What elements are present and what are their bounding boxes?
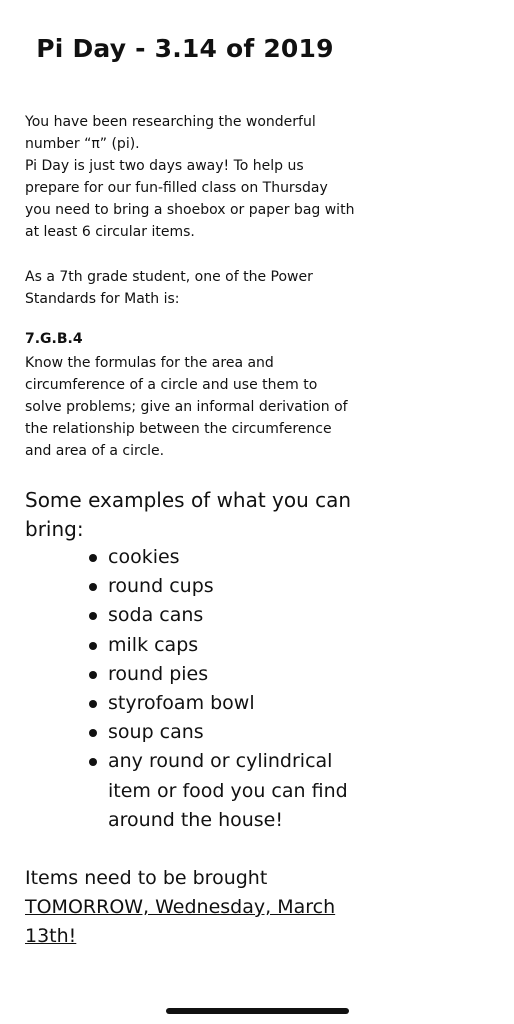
intro-paragraph	[25, 111, 355, 243]
standards-paragraph: As a 7th grade student, one of the Power Standards for Math is:	[25, 269, 313, 307]
list-item-label: round pies	[108, 662, 209, 685]
list-item	[86, 572, 366, 601]
list-item	[86, 718, 366, 747]
list-item	[86, 689, 366, 718]
list-item-label: styrofoam bowl	[108, 692, 255, 715]
list-item-label: cookies	[108, 546, 180, 568]
list-item	[86, 543, 366, 572]
intro-text: You have been researching the wonderful number “π” (pi). Pi Day is just two days away! To help us prepare for our fun-filled class on Thursday you need to bring a shoebox or paper bag with at least 6 circular items.	[25, 114, 355, 240]
bullet-icon	[89, 583, 97, 591]
standard-text: Know the formulas for the area and circumference of a circle and use them to solve problems; give an informal derivation of the relationship between the circumference and area of a circle.	[25, 355, 348, 459]
page-title: Pi Day - 3.14 of 2019	[36, 34, 334, 63]
list-item-label: any round or cylindrical item or food you can find around the house!	[108, 750, 348, 831]
bullet-icon	[89, 612, 97, 620]
due-date: TOMORROW, Wednesday, March 13th!	[25, 896, 336, 947]
bullet-icon	[89, 758, 97, 766]
bullet-icon	[89, 642, 97, 650]
bullet-icon	[89, 700, 97, 708]
bullet-icon	[89, 554, 97, 562]
list-item	[86, 747, 366, 835]
list-item	[86, 631, 366, 660]
standard-code: 7.G.B.4	[25, 331, 83, 347]
examples-heading: Some examples of what you can bring:	[25, 488, 352, 541]
list-item-label: soda cans	[108, 604, 204, 627]
home-indicator[interactable]	[166, 1008, 349, 1014]
bullet-icon	[89, 671, 97, 679]
examples-list	[86, 543, 366, 835]
list-item	[86, 601, 366, 630]
list-item-label: milk caps	[108, 633, 199, 656]
list-item-label: round cups	[108, 575, 214, 598]
closing-prefix: Items need to be brought	[25, 867, 268, 889]
list-item-label: soup cans	[108, 721, 204, 744]
list-item	[86, 660, 366, 689]
closing-notice	[25, 864, 355, 951]
bullet-icon	[89, 729, 97, 737]
